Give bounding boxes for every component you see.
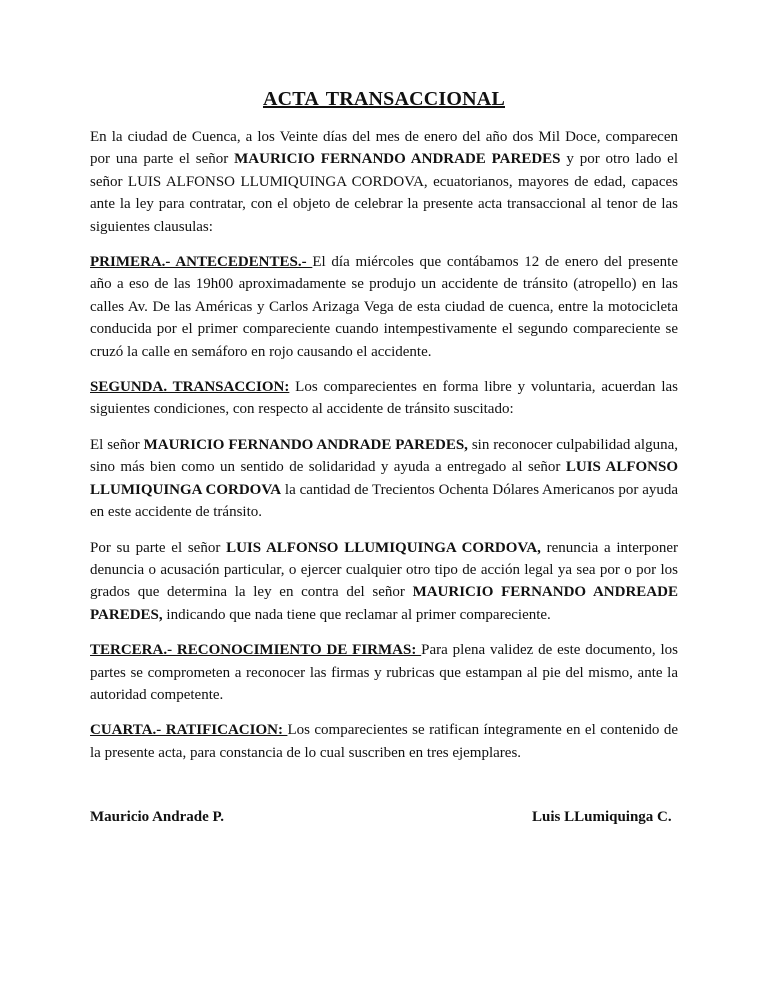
- clause-tercera: [90, 639, 678, 706]
- payment-name-1: MAURICIO FERNANDO ANDRADE PAREDES,: [143, 436, 468, 453]
- waiver-name-1: LUIS ALFONSO LLUMIQUINGA CORDOVA,: [226, 539, 541, 556]
- clause-cuarta-heading: CUARTA.- RATIFICACION:: [90, 722, 288, 739]
- waiver-text-1: Por su parte el señor: [90, 539, 227, 556]
- waiver-paragraph: [90, 537, 678, 627]
- clause-primera-text: El día miércoles que contábamos 12 de enero del presente año a eso de las 19h00 aproximadamente se produjo un accidente de tránsito (atropello) en las calles Av. De las Américas y Carlos Arizaga Vega de esta ciudad de cuenca, entre la motocicleta conducida por el primer compareciente cuando intempestivamente el segundo compareciente se cruzó la calle en semáforo en rojo causando el accidente.: [90, 254, 678, 360]
- clause-primera-heading: PRIMERA.- ANTECEDENTES.-: [90, 254, 313, 271]
- clause-cuarta-text: Los comparecientes se ratifican íntegramente en el contenido de la presente acta, para constancia de lo cual suscriben en tres ejemplares.: [90, 722, 678, 761]
- payment-text-1: El señor: [90, 436, 144, 453]
- intro-text-2: y por otro lado el señor LUIS ALFONSO LLUMIQUINGA CORDOVA, ecuatorianos, mayores de edad, capaces ante la ley para contratar, con el objeto de celebrar la presente acta transaccional al tenor de las siguientes clausulas:: [90, 151, 679, 235]
- clause-cuarta: [90, 719, 678, 764]
- waiver-text-3: indicando que nada tiene que reclamar al primer compareciente.: [162, 606, 551, 623]
- clause-segunda-heading: SEGUNDA. TRANSACCION:: [90, 379, 290, 396]
- clause-tercera-heading: TERCERA.- RECONOCIMIENTO DE FIRMAS:: [90, 642, 422, 659]
- clause-primera: [90, 251, 678, 363]
- payment-paragraph: [90, 434, 678, 524]
- clause-segunda-text: Los comparecientes en forma libre y voluntaria, acuerdan las siguientes condiciones, con respecto al accidente de tránsito suscitado:: [90, 379, 679, 418]
- payment-text-3: la cantidad de Trecientos Ochenta Dólares Americanos por ayuda en este accidente de tránsito.: [90, 481, 679, 521]
- waiver-name-2: MAURICIO FERNANDO ANDREADE PAREDES,: [90, 584, 678, 623]
- intro-name-1: MAURICIO FERNANDO ANDRADE PAREDES: [234, 151, 561, 168]
- signature-left: Mauricio Andrade P.: [90, 809, 225, 825]
- waiver-text-2: renuncia a interponer denuncia o acusación particular, o ejercer cualquier otro tipo de acción legal ya sea por o por los grados que determina la ley en contra del señor: [90, 539, 679, 601]
- document-body: [90, 126, 678, 777]
- clause-tercera-text: Para plena validez de este documento, los partes se comprometen a reconocer las firmas y rubricas que estampan al pie del mismo, ante la autoridad competente.: [90, 642, 678, 703]
- intro-text-1: En la ciudad de Cuenca, a los Veinte días del mes de enero del año dos Mil Doce, comparecen por una parte el señor: [90, 129, 678, 168]
- signature-right: Luis LLumiquinga C.: [532, 809, 672, 825]
- clause-segunda: [90, 376, 678, 421]
- intro-paragraph: [90, 126, 678, 238]
- document-title: ACTA TRANSACCIONAL: [262, 88, 505, 110]
- payment-name-2: LUIS ALFONSO LLUMIQUINGA CORDOVA: [90, 459, 679, 498]
- payment-text-2: sin reconocer culpabilidad alguna, sino más bien como un sentido de solidaridad y ayuda a entregado al señor: [90, 436, 678, 476]
